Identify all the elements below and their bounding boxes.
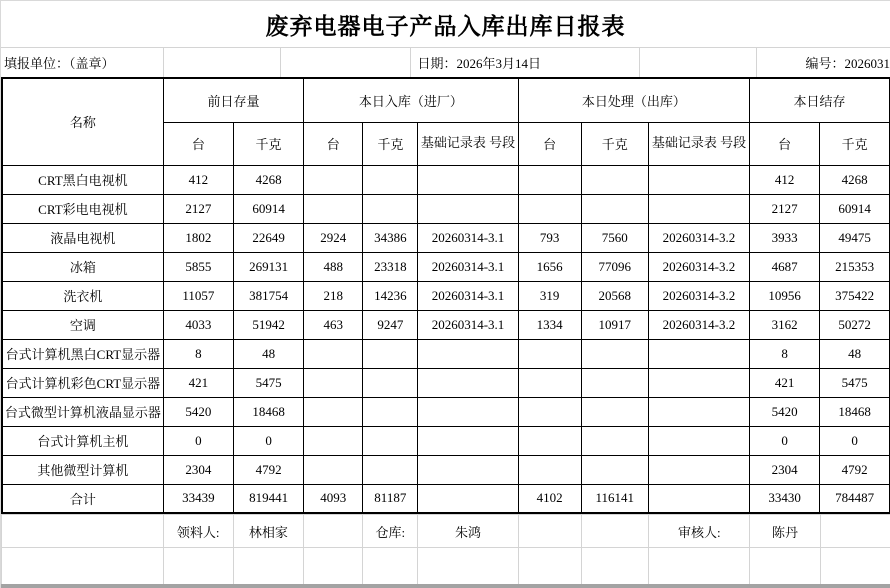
cell-bal-units: 10956 [750, 281, 820, 310]
cell-prev-kg: 51942 [233, 310, 303, 339]
row-label: 液晶电视机 [2, 223, 163, 252]
cell-in-kg: 9247 [363, 310, 418, 339]
filler-unit-cell [1, 48, 164, 77]
cell-prev-units: 0 [163, 426, 233, 455]
cell-out-kg [581, 339, 648, 368]
cell-out-record: 20260314-3.2 [648, 310, 749, 339]
cell-out-units [518, 368, 581, 397]
signature-row [2, 515, 890, 548]
empty-cell [581, 515, 648, 548]
cell-in-kg [363, 368, 418, 397]
cell-out-units [518, 455, 581, 484]
cell-prev-units: 11057 [163, 281, 233, 310]
cell-bal-kg: 60914 [820, 194, 890, 223]
cell-in-units [304, 426, 363, 455]
cell-in-kg [363, 165, 418, 194]
signature-area [1, 514, 890, 588]
empty-cell [820, 548, 890, 588]
cell-in-units: 488 [304, 252, 363, 281]
cell-prev-units: 8 [163, 339, 233, 368]
cell-out-record [648, 194, 749, 223]
subheader-bal-units: 台 [750, 122, 820, 165]
cell-out-units: 1656 [518, 252, 581, 281]
cell-in-units [304, 397, 363, 426]
cell-bal-units: 8 [750, 339, 820, 368]
cell-prev-units: 2304 [163, 455, 233, 484]
header-today-balance: 本日结存 [750, 78, 890, 122]
cell-in-kg [363, 426, 418, 455]
cell-out-kg: 77096 [581, 252, 648, 281]
empty-cell [518, 515, 581, 548]
cell-bal-kg: 375422 [820, 281, 890, 310]
empty-cell [418, 548, 518, 588]
cell-out-kg [581, 455, 648, 484]
row-label: 洗衣机 [2, 281, 163, 310]
cell-in-units [304, 194, 363, 223]
report-table [1, 77, 890, 514]
date-label: 日期：2026年3月14日 [417, 56, 542, 71]
cell-bal-units: 3933 [750, 223, 820, 252]
cell-prev-units: 2127 [163, 194, 233, 223]
cell-out-units: 319 [518, 281, 581, 310]
empty-cell [2, 548, 164, 588]
info-row [1, 48, 890, 77]
cell-prev-kg: 5475 [233, 368, 303, 397]
cell-prev-units: 412 [163, 165, 233, 194]
cell-out-units [518, 426, 581, 455]
subheader-prev-units: 台 [163, 122, 233, 165]
empty-cell [163, 548, 233, 588]
header-previous-stock: 前日存量 [163, 78, 303, 122]
table-row [2, 194, 890, 223]
cell-bal-kg: 4268 [820, 165, 890, 194]
table-row [2, 165, 890, 194]
row-label: 台式微型计算机液晶显示器 [2, 397, 163, 426]
warehouse-name: 朱鸿 [418, 515, 518, 548]
row-label: 冰箱 [2, 252, 163, 281]
cell-out-kg [581, 426, 648, 455]
cell-prev-units: 1802 [163, 223, 233, 252]
cell-bal-kg: 5475 [820, 368, 890, 397]
cell-out-record: 20260314-3.2 [648, 252, 749, 281]
table-row [2, 252, 890, 281]
cell-in-record [418, 484, 518, 513]
cell-out-kg [581, 368, 648, 397]
cell-in-units [304, 339, 363, 368]
empty-cell [581, 548, 648, 588]
cell-in-record [418, 426, 518, 455]
cell-prev-kg: 4792 [233, 455, 303, 484]
header-today-outbound: 本日处理（出库） [518, 78, 749, 122]
cell-out-kg [581, 165, 648, 194]
cell-bal-kg: 48 [820, 339, 890, 368]
cell-out-units [518, 165, 581, 194]
cell-bal-units: 412 [750, 165, 820, 194]
cell-out-kg: 10917 [581, 310, 648, 339]
cell-bal-kg: 215353 [820, 252, 890, 281]
page-title: 废弃电器电子产品入库出库日报表 [265, 13, 626, 39]
cell-bal-units: 0 [750, 426, 820, 455]
cell-bal-kg: 50272 [820, 310, 890, 339]
cell-bal-units: 4687 [750, 252, 820, 281]
subheader-in-record: 基础记录表 号段 [418, 122, 518, 165]
table-row [2, 455, 890, 484]
subheader-out-kg: 千克 [581, 122, 648, 165]
empty-cell [820, 515, 890, 548]
empty-cell [304, 515, 363, 548]
cell-out-record [648, 165, 749, 194]
cell-in-units: 2924 [304, 223, 363, 252]
cell-out-kg: 20568 [581, 281, 648, 310]
header-today-inbound: 本日入库（进厂） [304, 78, 518, 122]
cell-bal-kg: 784487 [820, 484, 890, 513]
cell-in-kg [363, 339, 418, 368]
cell-in-record [418, 397, 518, 426]
cell-in-kg [363, 455, 418, 484]
row-label: 其他微型计算机 [2, 455, 163, 484]
subheader-out-units: 台 [518, 122, 581, 165]
cell-in-kg [363, 194, 418, 223]
empty-cell [649, 548, 750, 588]
cell-prev-kg: 48 [233, 339, 303, 368]
empty-cell [164, 48, 281, 77]
cell-in-record: 20260314-3.1 [418, 310, 518, 339]
cell-in-units [304, 165, 363, 194]
cell-in-kg: 81187 [363, 484, 418, 513]
cell-bal-units: 2127 [750, 194, 820, 223]
cell-out-units: 793 [518, 223, 581, 252]
row-label: 台式计算机黑白CRT显示器 [2, 339, 163, 368]
cell-out-kg: 116141 [581, 484, 648, 513]
table-row [2, 339, 890, 368]
table-row [2, 310, 890, 339]
cell-prev-units: 5420 [163, 397, 233, 426]
serial-label: 编号：2026031 [805, 56, 890, 71]
cell-in-units: 4093 [304, 484, 363, 513]
row-label: CRT黑白电视机 [2, 165, 163, 194]
row-label: 台式计算机彩色CRT显示器 [2, 368, 163, 397]
cell-in-record [418, 368, 518, 397]
reviewer-name: 陈丹 [750, 515, 820, 548]
cell-out-kg: 7560 [581, 223, 648, 252]
cell-out-record [648, 339, 749, 368]
cell-in-kg: 34386 [363, 223, 418, 252]
empty-cell [304, 548, 363, 588]
cell-prev-kg: 60914 [233, 194, 303, 223]
bottom-edge-bar [1, 584, 890, 588]
cell-in-record: 20260314-3.1 [418, 281, 518, 310]
cell-out-units [518, 339, 581, 368]
cell-bal-units: 2304 [750, 455, 820, 484]
cell-in-record [418, 165, 518, 194]
row-label: 合计 [2, 484, 163, 513]
cell-out-units: 4102 [518, 484, 581, 513]
cell-prev-kg: 819441 [233, 484, 303, 513]
serial-cell [757, 48, 890, 77]
cell-out-record: 20260314-3.2 [648, 223, 749, 252]
cell-out-record [648, 397, 749, 426]
cell-in-kg [363, 397, 418, 426]
subheader-in-kg: 千克 [363, 122, 418, 165]
cell-prev-units: 421 [163, 368, 233, 397]
cell-out-kg [581, 397, 648, 426]
table-row [2, 223, 890, 252]
cell-bal-units: 421 [750, 368, 820, 397]
empty-cell [281, 48, 411, 77]
cell-out-units [518, 194, 581, 223]
filler-unit-label: 填报单位：（盖章） [4, 56, 115, 71]
date-cell [411, 48, 641, 77]
cell-in-record [418, 455, 518, 484]
cell-out-units: 1334 [518, 310, 581, 339]
cell-out-record [648, 368, 749, 397]
cell-prev-kg: 22649 [233, 223, 303, 252]
total-row [2, 484, 890, 513]
cell-out-record: 20260314-3.2 [648, 281, 749, 310]
cell-out-record [648, 484, 749, 513]
empty-cell [750, 548, 820, 588]
cell-bal-units: 33430 [750, 484, 820, 513]
header-name: 名称 [2, 78, 163, 165]
cell-out-units [518, 397, 581, 426]
subheader-out-record: 基础记录表 号段 [648, 122, 749, 165]
reviewer-label: 审核人: [649, 515, 750, 548]
empty-cell [640, 48, 757, 77]
empty-row [2, 548, 890, 588]
cell-prev-units: 33439 [163, 484, 233, 513]
empty-cell [2, 515, 164, 548]
cell-in-kg: 23318 [363, 252, 418, 281]
cell-prev-kg: 381754 [233, 281, 303, 310]
subheader-in-units: 台 [304, 122, 363, 165]
cell-in-kg: 14236 [363, 281, 418, 310]
cell-in-units: 463 [304, 310, 363, 339]
cell-in-record: 20260314-3.1 [418, 223, 518, 252]
empty-cell [518, 548, 581, 588]
picker-name: 林相家 [233, 515, 303, 548]
cell-bal-units: 3162 [750, 310, 820, 339]
row-label: 台式计算机主机 [2, 426, 163, 455]
picker-label: 领料人: [163, 515, 233, 548]
cell-bal-units: 5420 [750, 397, 820, 426]
cell-in-record [418, 339, 518, 368]
cell-prev-kg: 4268 [233, 165, 303, 194]
subheader-bal-kg: 千克 [820, 122, 890, 165]
cell-in-units: 218 [304, 281, 363, 310]
cell-prev-kg: 0 [233, 426, 303, 455]
cell-out-kg [581, 194, 648, 223]
cell-in-units [304, 368, 363, 397]
subheader-prev-kg: 千克 [233, 122, 303, 165]
empty-cell [363, 548, 418, 588]
row-label: CRT彩电电视机 [2, 194, 163, 223]
cell-in-record: 20260314-3.1 [418, 252, 518, 281]
cell-in-units [304, 455, 363, 484]
cell-prev-units: 4033 [163, 310, 233, 339]
cell-prev-kg: 18468 [233, 397, 303, 426]
cell-prev-kg: 269131 [233, 252, 303, 281]
empty-cell [233, 548, 303, 588]
cell-in-record [418, 194, 518, 223]
row-label: 空调 [2, 310, 163, 339]
cell-out-record [648, 455, 749, 484]
table-row [2, 368, 890, 397]
title-row [1, 1, 890, 48]
warehouse-label: 仓库: [363, 515, 418, 548]
cell-out-record [648, 426, 749, 455]
cell-bal-kg: 18468 [820, 397, 890, 426]
table-row [2, 426, 890, 455]
cell-bal-kg: 4792 [820, 455, 890, 484]
cell-bal-kg: 0 [820, 426, 890, 455]
table-row [2, 397, 890, 426]
cell-prev-units: 5855 [163, 252, 233, 281]
table-row [2, 281, 890, 310]
cell-bal-kg: 49475 [820, 223, 890, 252]
